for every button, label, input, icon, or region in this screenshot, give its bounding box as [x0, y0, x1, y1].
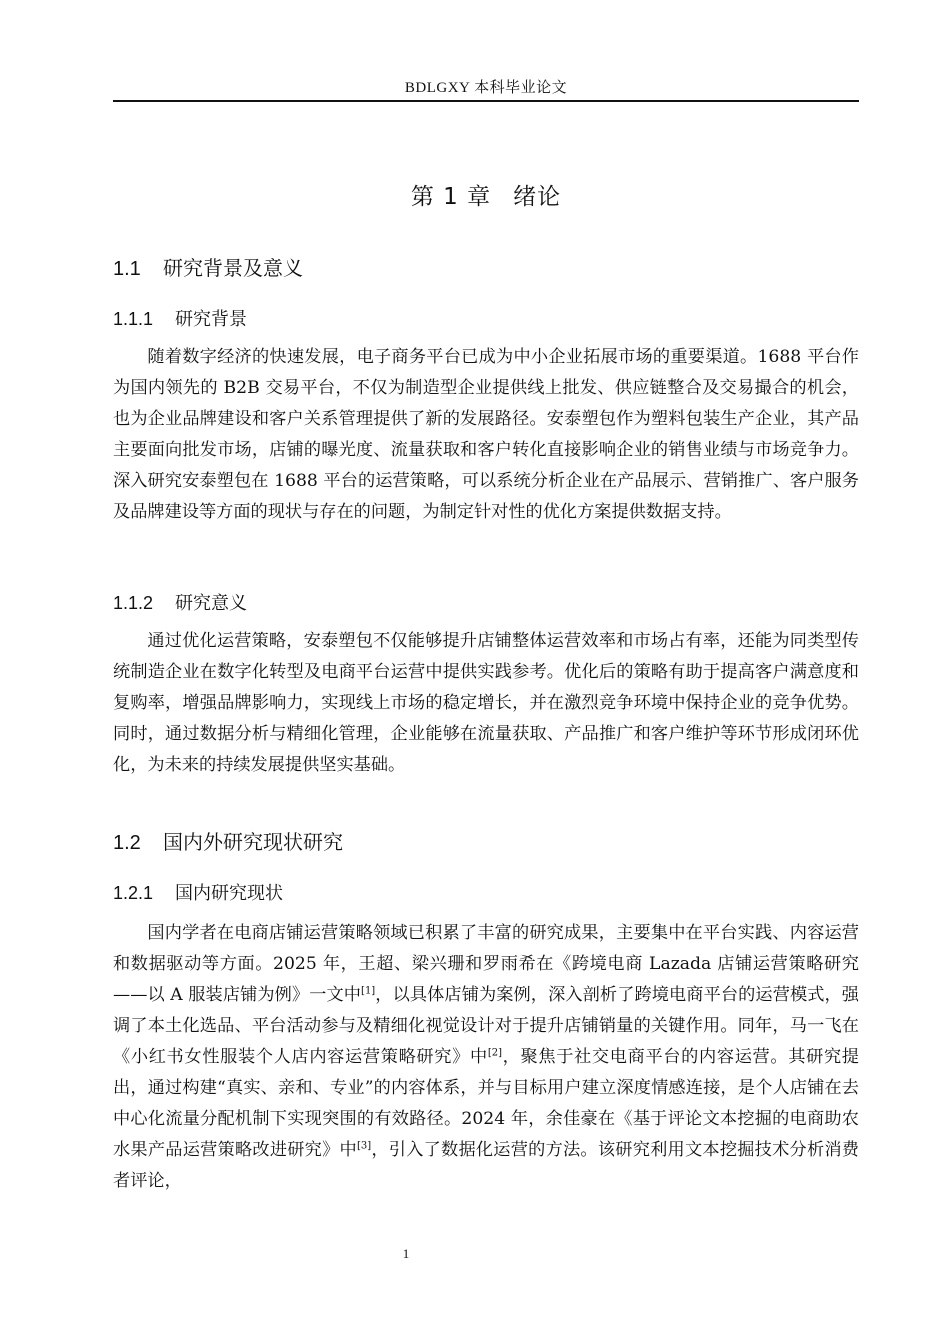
section-heading-1-1: [113, 252, 303, 281]
text-segment: ，引入了数据化运营的方法。该研究利用文本挖掘技术分析消费者评论，: [113, 1140, 859, 1191]
chapter-number: 第 1 章: [410, 184, 492, 210]
paragraph-research-significance: 通过优化运营策略，安泰塑包不仅能够提升店铺整体运营效率和市场占有率，还能为同类型传统制造企业在数字化转型及电商平台运营中提供实践参考。优化后的策略有助于提高客户满意度和复购率，增强品牌影响力，实现线上市场的稳定增长，并在激烈竞争环境中保持企业的竞争优势。同时，通过数据分析与精细化管理，企业能够在流量获取、产品推广和客户维护等环节形成闭环优化，为未来的持续发展提供坚实基础。: [113, 631, 859, 775]
citation-ref-2: [2]: [487, 1047, 502, 1059]
citation-ref-3: [3]: [356, 1140, 372, 1152]
subsection-number: 1.1.2: [113, 593, 154, 613]
subsection-heading-1-2-1: [113, 879, 283, 905]
section-number: 1.2: [113, 832, 141, 854]
text-segment: 国内学者在电商店铺运营策略领域已积累了丰富的研究成果，主要集中在平台实践、内容运营和数据驱动等方面。2025 年，王超、梁兴珊和罗雨希在《跨境电商 Lazada 店铺运营策略研究——以 A 服装店铺为例》一文中: [113, 923, 859, 1005]
subsection-title: 研究意义: [175, 593, 247, 614]
page-number: 1: [402, 1246, 410, 1261]
text-segment: ，以具体店铺为案例，深入剖析了跨境电商平台的运营模式，强调了本土化选品、平台活动参与及精细化视觉设计对于提升店铺销量的关键作用。同年，马一飞在《小红书女性服装个人店内容运营策略研究》中: [113, 985, 859, 1067]
header-rule: [113, 100, 859, 102]
chapter-name: 绪论: [513, 184, 562, 210]
paragraph-research-background: 随着数字经济的快速发展，电子商务平台已成为中小企业拓展市场的重要渠道。1688 平台作为国内领先的 B2B 交易平台，不仅为制造型企业提供线上批发、供应链整合及交易撮合的机会，也为企业品牌建设和客户关系管理提供了新的发展路径。安泰塑包作为塑料包装生产企业，其产品主要面向批发市场，店铺的曝光度、流量获取和客户转化直接影响企业的销售业绩与市场竞争力。深入研究安泰塑包在 1688 平台的运营策略，可以系统分析企业在产品展示、营销推广、客户服务及品牌建设等方面的现状与存在的问题，为制定针对性的优化方案提供数据支持。: [113, 347, 859, 522]
section-number: 1.1: [113, 258, 141, 280]
section-heading-1-2: [113, 826, 343, 855]
running-header: BDLGXY 本科毕业论文: [404, 80, 568, 96]
section-title: 研究背景及意义: [163, 256, 303, 280]
subsection-number: 1.1.1: [113, 309, 154, 329]
subsection-title: 国内研究现状: [175, 883, 283, 904]
citation-ref-1: [1]: [361, 985, 376, 997]
text-segment: ，聚焦于社交电商平台的内容运营。其研究提出，通过构建“真实、亲和、专业”的内容体系，并与目标用户建立深度情感连接，是个人店铺在去中心化流量分配机制下实现突围的有效路径。2024 年，余佳豪在《基于评论文本挖掘的电商助农水果产品运营策略改进研究》中: [113, 1047, 859, 1160]
subsection-title: 研究背景: [175, 309, 247, 330]
subsection-heading-1-1-1: [113, 305, 247, 331]
chapter-title: [113, 178, 859, 211]
subsection-number: 1.2.1: [113, 883, 154, 903]
paragraph-domestic-research: [113, 918, 859, 1197]
section-title: 国内外研究现状研究: [163, 830, 343, 854]
subsection-heading-1-1-2: [113, 589, 247, 615]
